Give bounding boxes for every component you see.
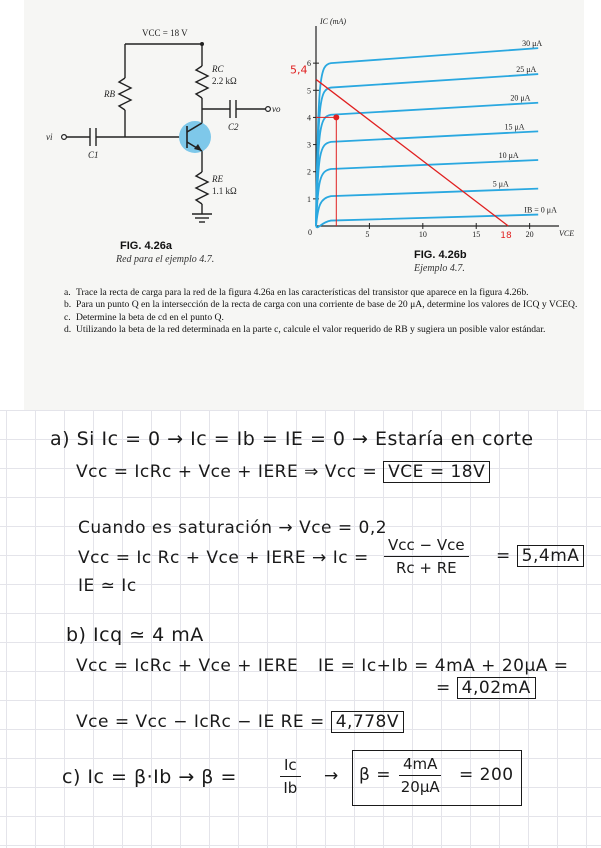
fraction-ic-sat: Vcc − Vce Rc + RE	[384, 536, 469, 577]
answer-box-ie: 4,02mA	[457, 677, 536, 699]
note-a-result: = 5,4mA	[496, 546, 584, 566]
y-axis-label: IC (mA)	[320, 17, 346, 26]
re-label: RE	[212, 174, 223, 184]
rc-value: 2.2 kΩ	[212, 76, 237, 86]
q-point	[333, 114, 339, 120]
note-a-line5: IE ≃ Ic	[78, 576, 137, 596]
characteristic-chart	[290, 17, 574, 241]
note-b-line4: Vce = Vcc − IcRc − IE RE = 4,778V	[76, 712, 404, 732]
curve-label: 10 μA	[498, 151, 519, 160]
note-c-line1: c) Ic = β·Ib → β =	[62, 766, 237, 788]
problem-item: d. Utilizando la beta de la red determinada en la parte c, calcule el valor requerido de RB y sugiera un posible valor estándar.	[64, 324, 546, 336]
fig-b-caption: FIG. 4.26b	[414, 249, 467, 261]
arrow-glyph: →	[324, 766, 339, 786]
note-a-line3: Cuando es saturación → Vce = 0,2	[78, 518, 388, 538]
rc-label: RC	[212, 64, 224, 74]
curve-label: IB = 0 μA	[524, 205, 557, 215]
y-tick-label: 2	[307, 167, 311, 177]
x-axis-label: VCE	[559, 229, 575, 238]
curve-label: 15 μA	[504, 122, 525, 132]
fig-a-subcaption: Red para el ejemplo 4.7.	[116, 254, 215, 265]
note-b-line2-right: IE = Ic+Ib = 4mA + 20μA =	[318, 656, 569, 676]
fig-b-subcaption: Ejemplo 4.7.	[414, 263, 465, 274]
x-tick-label: 10	[418, 230, 427, 239]
note-a-line1: a) Si Ic = 0 → Ic = Ib = IE = 0 → Estaría en corte	[50, 428, 534, 450]
vcc-label: VCC = 18 V	[142, 28, 188, 38]
x-tick-label: 5	[365, 230, 370, 239]
problem-list	[64, 287, 584, 337]
y-tick-label: 4	[307, 113, 311, 123]
fraction-beta-values: $\frac{4mA}{20\mu A}$	[400, 755, 440, 796]
answer-box-vce-q: 4,778V	[331, 711, 404, 733]
note-b-line1: b) Icq ≃ 4 mA	[66, 624, 204, 646]
answer-box-ic-sat: 5,4mA	[517, 545, 585, 567]
curve-label: 25 μA	[516, 65, 537, 75]
y-tick-label: 5	[307, 86, 311, 96]
note-b-line2: Vcc = IcRc + Vce + IERE	[76, 656, 299, 676]
answer-box-beta: β = $\frac{4mA}{20\mu A}$ = 200	[352, 750, 522, 806]
curve-label: 20 μA	[510, 93, 531, 103]
x-intercept-annotation: 18	[500, 231, 512, 241]
load-line	[316, 79, 508, 226]
problem-item: b. Para un punto Q en la intersección de la recta de carga con una corriente de base de 20 μA, determine los valores de ICQ y VCEQ.	[64, 299, 578, 311]
x-tick-label: 15	[472, 230, 481, 239]
y-intercept-annotation: 5,4	[290, 63, 308, 77]
handwritten-notes	[0, 410, 601, 848]
y-tick-label: 3	[307, 140, 311, 150]
c1-label: C1	[88, 150, 99, 160]
rb-label: RB	[104, 89, 115, 99]
vo-label: vo	[272, 104, 281, 114]
vi-label: vi	[46, 132, 53, 142]
y-tick-label: 6	[307, 59, 311, 69]
y-tick-label: 1	[307, 194, 311, 204]
circuit-schematic	[24, 0, 584, 290]
c2-label: C2	[228, 122, 239, 132]
curve-label: 5 μA	[492, 179, 509, 189]
re-value: 1.1 kΩ	[212, 186, 237, 196]
curve-label: 30 μA	[522, 39, 543, 49]
note-a-line4: Vcc = Ic Rc + Vce + IERE → Ic =	[78, 548, 369, 568]
origin-tick-label: 0	[308, 228, 312, 237]
fig-a-caption: FIG. 4.26a	[120, 240, 172, 252]
problem-item: c. Determine la beta de cd en el punto Q.	[64, 311, 224, 323]
fraction-beta: $\frac{Ic}{Ib}$	[280, 756, 301, 797]
problem-item: a. Trace la recta de carga para la red de la figura 4.26a en las características del transistor que aparece en la figura 4.26b.	[64, 287, 529, 298]
textbook-excerpt	[24, 0, 584, 410]
note-b-line3: = 4,02mA	[436, 678, 536, 698]
x-tick-label: 20	[525, 230, 534, 239]
answer-box-vce: VCE = 18V	[383, 461, 490, 483]
note-a-line2: Vcc = IcRc + Vce + IERE ⇒ Vcc = VCE = 18V	[76, 462, 490, 482]
